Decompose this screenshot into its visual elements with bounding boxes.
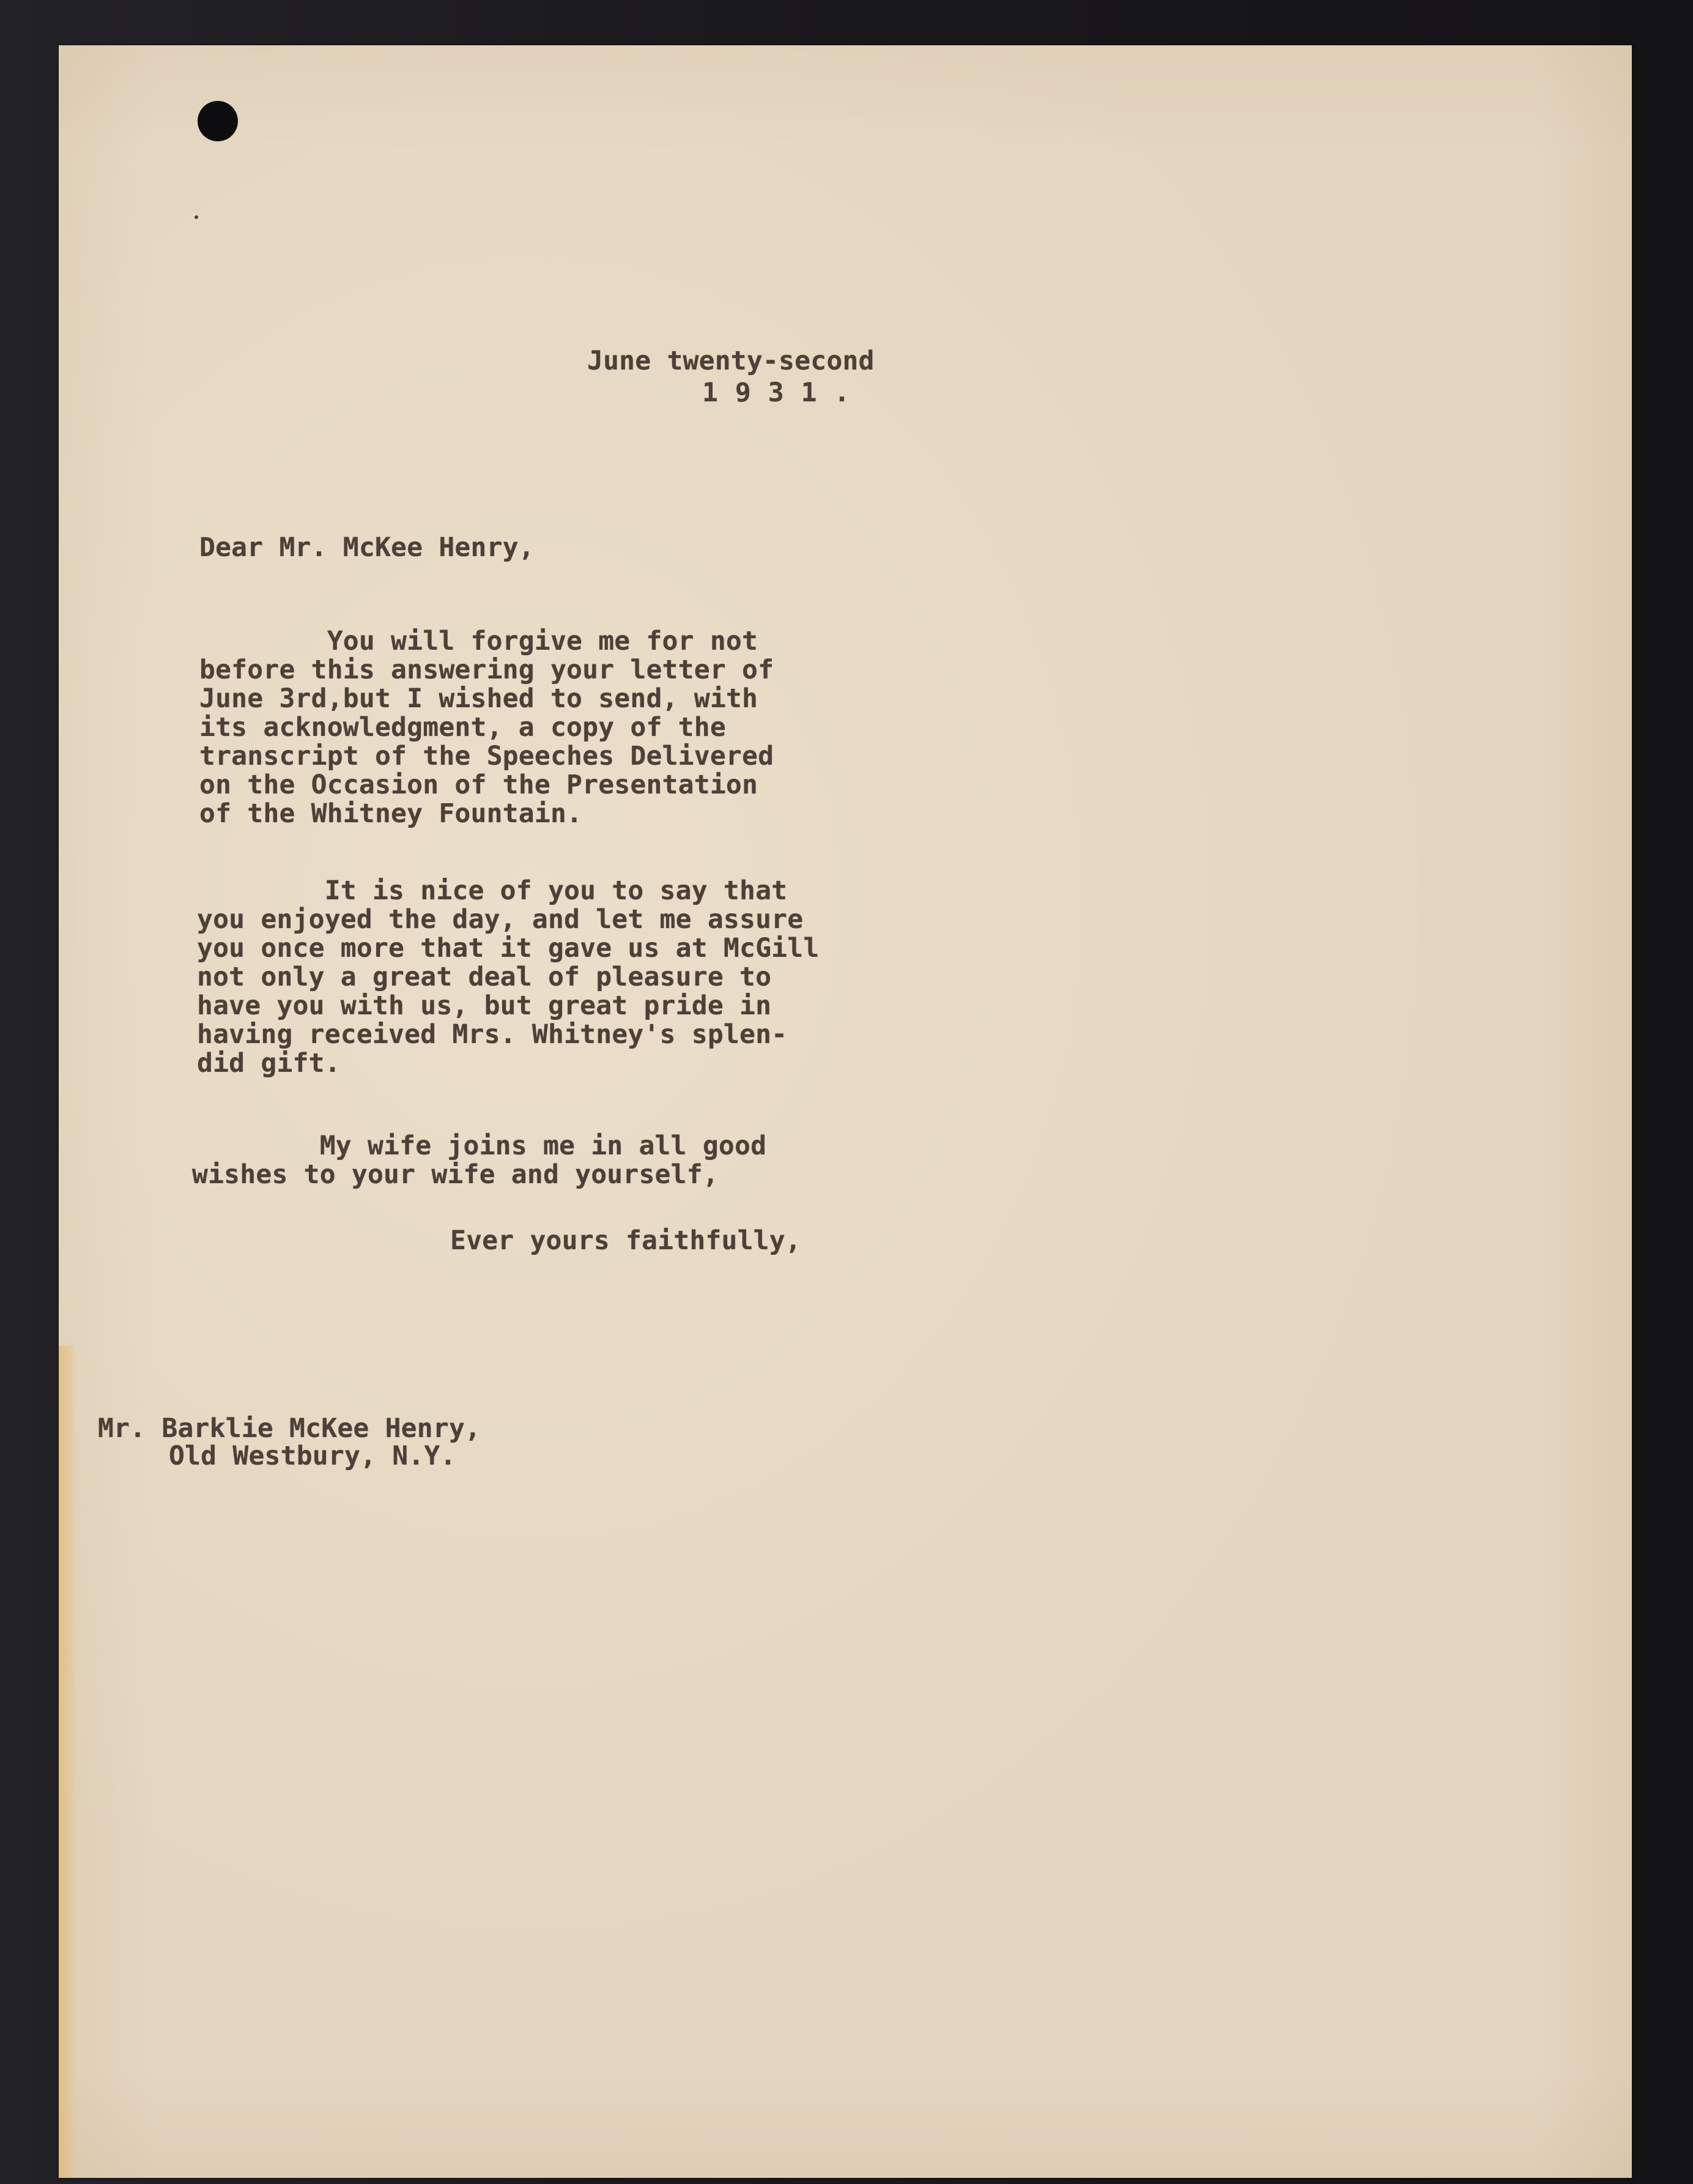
recipient-name: Mr. Barklie McKee Henry, <box>98 1413 481 1444</box>
date-line: June twenty-second <box>587 346 875 376</box>
recipient-address: Old Westbury, N.Y. <box>169 1441 456 1471</box>
punch-hole <box>198 101 238 141</box>
paper-speck <box>194 215 198 219</box>
body-paragraph-1: You will forgive me for not before this answering your letter of June 3rd,but I wished to send, with its acknowledgment, a copy of the transcript of the Speeches Delivered on the Occasion of the Presentation of the Whitney Fountain. <box>199 626 774 829</box>
body-paragraph-2: It is nice of you to say that you enjoyed the day, and let me assure you once more that it gave us at McGill not only a great deal of pleasure to have you with us, but great pride in having received Mrs. Whitney's splen- did gift. <box>197 875 820 1079</box>
closing: Ever yours faithfully, <box>450 1225 801 1256</box>
body-paragraph-3: My wife joins me in all good wishes to your wife and yourself, <box>192 1131 767 1190</box>
date-year: 1931. <box>702 377 867 408</box>
paper-edge-discoloration <box>59 1346 77 2178</box>
salutation: Dear Mr. McKee Henry, <box>199 532 535 563</box>
